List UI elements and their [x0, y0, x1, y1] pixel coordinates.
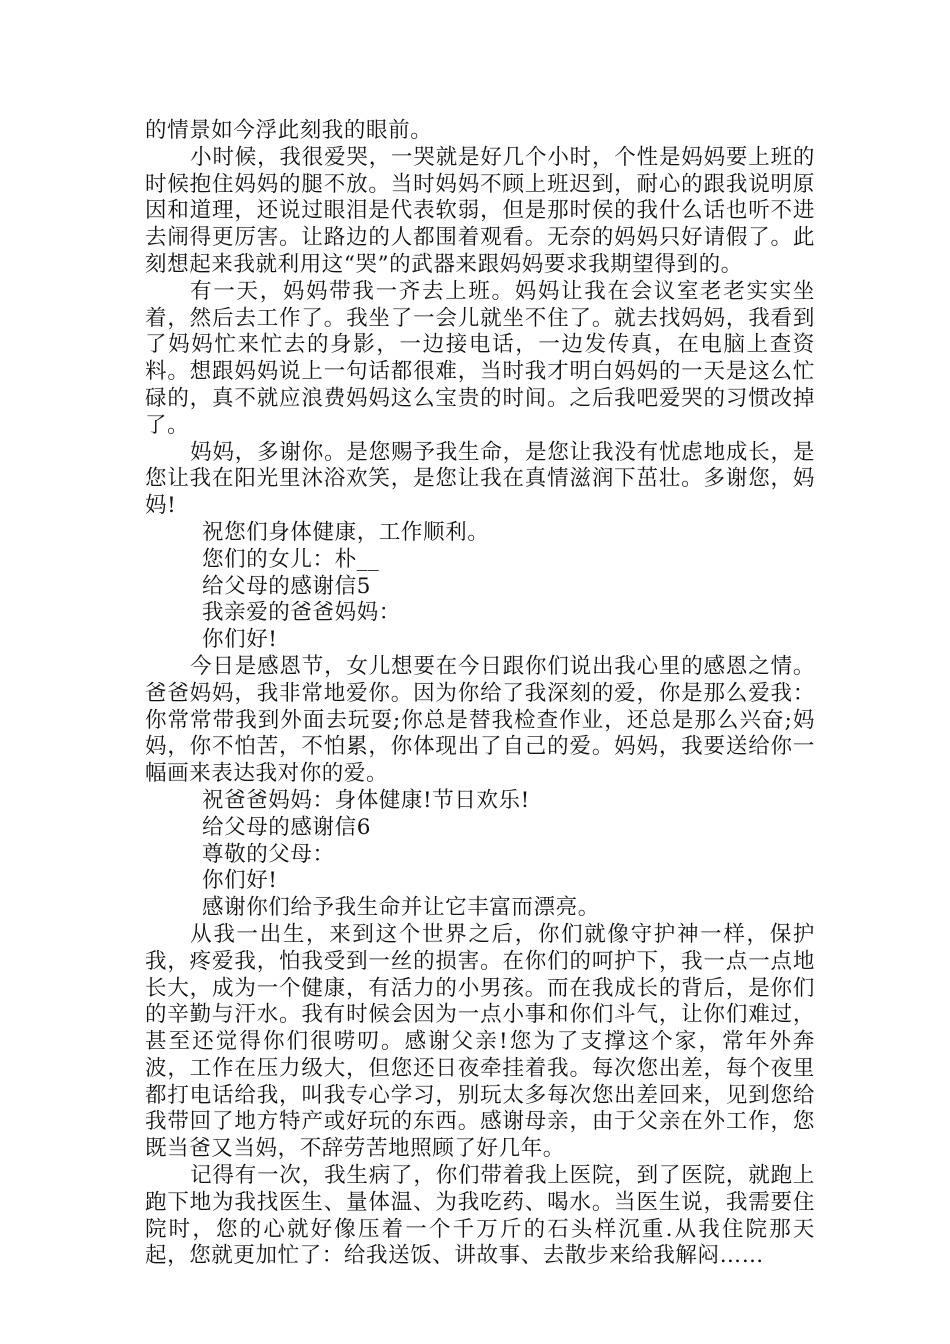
closing-wish: 祝爸爸妈妈：身体健康!节日欢乐!: [202, 787, 530, 813]
salutation: 尊敬的父母：: [202, 841, 335, 867]
closing-wish: 祝您们身体健康，工作顺利。: [202, 519, 490, 545]
paragraph: 妈妈，多谢你。是您赐予我生命，是您让我没有忧虑地成长，是您让我在阳光里沐浴欢笑，是您让我在真情滋润下茁壮。多谢您，妈妈!: [145, 439, 815, 519]
paragraph: 有一天，妈妈带我一齐去上班。妈妈让我在会议室老老实实坐着，然后去工作了。我坐了一会儿就坐不住了。就去找妈妈，我看到了妈妈忙来忙去的身影，一边接电话，一边发传真，在电脑上查资料。想跟妈妈说上一句话都很难，当时我才明白妈妈的一天是这么忙碌的，真不就应浪费妈妈这么宝贵的时间。之后我吧爱哭的习惯改掉了。: [145, 278, 815, 438]
letter-title: 给父母的感谢信5: [202, 573, 371, 599]
paragraph: 记得有一次，我生病了，你们带着我上医院，到了医院，就跑上跑下地为我找医生、量体温、为我吃药、喝水。当医生说，我需要住院时，您的心就好像压着一个千万斤的石头样沉重.从我住院那天起，您就更加忙了：给我送饭、讲故事、去散步来给我解闷……: [145, 1163, 815, 1269]
letter-title: 给父母的感谢信6: [202, 814, 371, 840]
greeting: 你们好!: [202, 868, 278, 894]
signature: 您们的女儿：朴__: [202, 546, 380, 572]
greeting: 你们好!: [202, 627, 278, 653]
paragraph: 今日是感恩节，女儿想要在今日跟你们说出我心里的感恩之情。爸爸妈妈，我非常地爱你。因为你给了我深刻的爱，你是那么爱我：你常常带我到外面去玩耍;你总是替我检查作业，还总是那么兴奋;妈妈，你不怕苦，不怕累，你体现出了自己的爱。妈妈，我要送给你一幅画来表达我对你的爱。: [145, 653, 815, 787]
paragraph: 的情景如今浮此刻我的眼前。: [145, 118, 433, 143]
letter-body: [145, 118, 815, 1270]
salutation: 我亲爱的爸爸妈妈：: [202, 600, 401, 626]
paragraph: 从我一出生，来到这个世界之后，你们就像守护神一样，保护我，疼爱我，怕我受到一丝的损害。在你们的呵护下，我一点一点地长大，成为一个健康，有活力的小男孩。而在我成长的背后，是你们的辛勤与汗水。我有时候会因为一点小事和你们斗气，让你们难过，甚至还觉得你们很唠叨。感谢父亲!您为了支撑这个家，常年外奔波，工作在压力级大，但您还日夜牵挂着我。每次您出差，每个夜里都打电话给我，叫我专心学习，别玩太多每次您出差回来，见到您给我带回了地方特产或好玩的东西。感谢母亲，由于父亲在外工作，您既当爸又当妈，不辞劳苦地照顾了好几年。: [145, 921, 815, 1162]
paragraph: 小时候，我很爱哭，一哭就是好几个小时，个性是妈妈要上班的时候抱住妈妈的腿不放。当时妈妈不顾上班迟到，耐心的跟我说明原因和道理，还说过眼泪是代表软弱，但是那时侯的我什么话也听不进去闹得更厉害。让路边的人都围着观看。无奈的妈妈只好请假了。此刻想起来我就利用这“哭”的武器来跟妈妈要求我期望得到的。: [145, 144, 815, 277]
paragraph: 感谢你们给予我生命并让它丰富而漂亮。: [202, 895, 600, 921]
